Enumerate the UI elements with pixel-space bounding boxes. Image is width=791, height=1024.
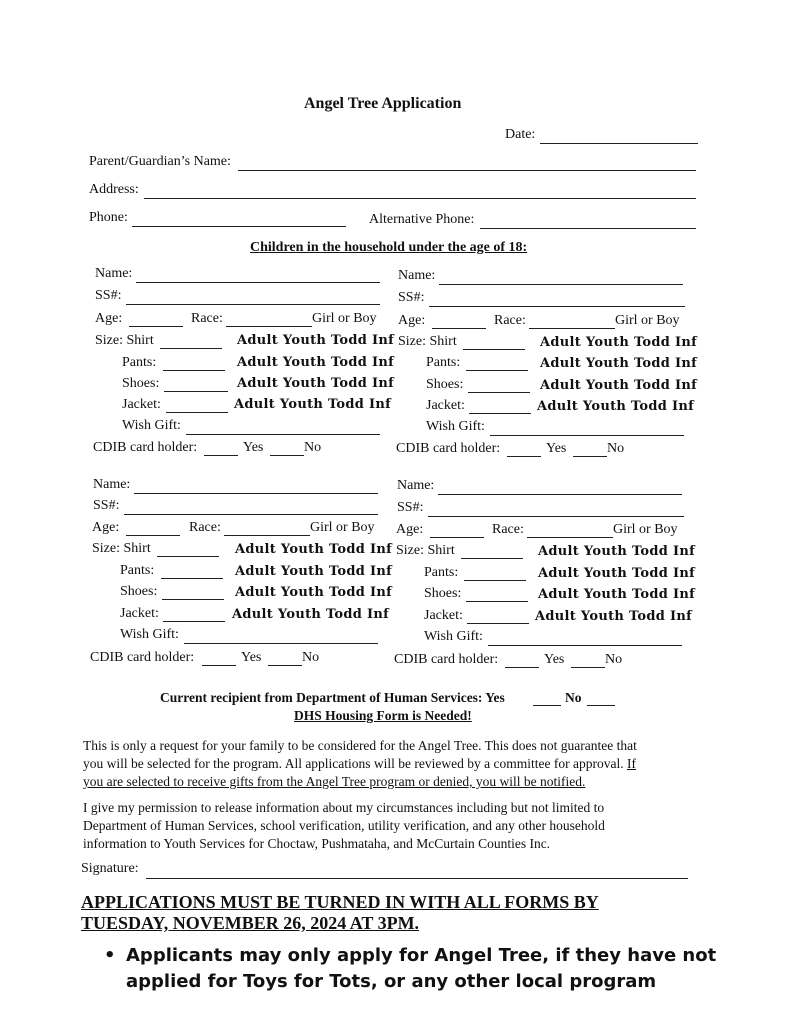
permission-line-1: I give my permission to release information about my circumstances including but not limited to <box>83 800 605 815</box>
child-age-label: Age: <box>95 311 123 326</box>
phone-field[interactable] <box>132 226 346 227</box>
wish-gift-field[interactable] <box>186 434 380 435</box>
cdib-yes-field[interactable] <box>507 456 541 457</box>
shirt-size-label: Size: Shirt <box>95 333 154 348</box>
shirt-size-options: Adult Youth Todd Inf <box>235 542 393 557</box>
child-age-field[interactable] <box>126 535 180 536</box>
deadline-line-2: TUESDAY, NOVEMBER 26, 2024 AT 3PM. <box>81 913 420 933</box>
child-name-field[interactable] <box>438 494 682 495</box>
child-ss-label: SS#: <box>398 290 425 305</box>
cdib-label: CDIB card holder: <box>394 652 499 667</box>
child-gender-label: Girl or Boy <box>615 313 680 328</box>
pants-size-options: Adult Youth Todd Inf <box>538 566 696 581</box>
child-ss-label: SS#: <box>95 288 122 303</box>
shirt-size-label: Size: Shirt <box>92 541 151 556</box>
pants-size-label: Pants: <box>120 563 155 578</box>
child-ss-label: SS#: <box>397 500 424 515</box>
bullet-line-2: applied for Toys for Tots, or any other local program <box>126 971 657 992</box>
shoes-size-options: Adult Youth Todd Inf <box>237 376 395 391</box>
cdib-no-field[interactable] <box>571 667 605 668</box>
disclaimer-line-1: This is only a request for your family to be considered for the Angel Tree. This does not guarantee that <box>83 738 637 753</box>
child-age-field[interactable] <box>129 326 183 327</box>
child-age-field[interactable] <box>430 537 484 538</box>
cdib-no-label: No <box>605 652 623 667</box>
disclaimer-line-3: you are selected to receive gifts from the Angel Tree program or denied, you will be notified. <box>83 774 586 789</box>
wish-gift-label: Wish Gift: <box>424 629 483 644</box>
shoes-size-label: Shoes: <box>120 584 158 599</box>
shirt-size-field[interactable] <box>157 556 219 557</box>
jacket-size-options: Adult Youth Todd Inf <box>535 609 693 624</box>
parent-name-label: Parent/Guardian’s Name: <box>89 154 231 169</box>
child-name-field[interactable] <box>136 282 380 283</box>
shoes-size-label: Shoes: <box>426 377 464 392</box>
shoes-size-options: Adult Youth Todd Inf <box>235 585 393 600</box>
cdib-label: CDIB card holder: <box>93 440 198 455</box>
child-name-label: Name: <box>95 266 133 281</box>
pants-size-field[interactable] <box>464 580 526 581</box>
cdib-no-label: No <box>304 440 322 455</box>
child-ss-label: SS#: <box>93 498 120 513</box>
disclaimer-line-2 <box>83 755 637 773</box>
shirt-size-field[interactable] <box>463 349 525 350</box>
alt-phone-field[interactable] <box>480 228 696 229</box>
cdib-yes-field[interactable] <box>204 455 238 456</box>
cdib-yes-label: Yes <box>241 650 262 665</box>
date-field[interactable] <box>540 143 698 144</box>
phone-label: Phone: <box>89 210 128 225</box>
cdib-yes-label: Yes <box>544 652 565 667</box>
child-age-label: Age: <box>396 522 424 537</box>
child-race-label: Race: <box>492 522 524 537</box>
dhs-housing-note: DHS Housing Form is Needed! <box>294 708 472 723</box>
child-gender-label: Girl or Boy <box>310 520 375 535</box>
pants-size-field[interactable] <box>163 370 225 371</box>
shoes-size-field[interactable] <box>162 599 224 600</box>
jacket-size-field[interactable] <box>166 412 228 413</box>
dhs-no-label: No <box>565 690 582 705</box>
dhs-question: Current recipient from Department of Human Services: Yes <box>160 690 505 705</box>
address-field[interactable] <box>144 198 696 199</box>
shoes-size-options: Adult Youth Todd Inf <box>540 378 698 393</box>
child-ss-field[interactable] <box>429 306 685 307</box>
jacket-size-field[interactable] <box>467 623 529 624</box>
shoes-size-label: Shoes: <box>122 376 160 391</box>
cdib-yes-label: Yes <box>546 441 567 456</box>
child-name-label: Name: <box>397 478 435 493</box>
page-title: Angel Tree Application <box>304 95 462 112</box>
jacket-size-label: Jacket: <box>122 397 161 412</box>
parent-name-field[interactable] <box>238 170 696 171</box>
child-ss-field[interactable] <box>428 516 684 517</box>
child-race-field[interactable] <box>226 326 312 327</box>
child-gender-label: Girl or Boy <box>312 311 377 326</box>
wish-gift-label: Wish Gift: <box>120 627 179 642</box>
cdib-no-label: No <box>607 441 625 456</box>
cdib-yes-label: Yes <box>243 440 264 455</box>
child-name-label: Name: <box>398 268 436 283</box>
jacket-size-label: Jacket: <box>120 606 159 621</box>
cdib-label: CDIB card holder: <box>90 650 195 665</box>
child-race-label: Race: <box>191 311 223 326</box>
child-gender-label: Girl or Boy <box>613 522 678 537</box>
disclaimer-paragraph <box>83 737 637 791</box>
alt-phone-label: Alternative Phone: <box>369 212 475 227</box>
jacket-size-field[interactable] <box>469 413 531 414</box>
jacket-size-options: Adult Youth Todd Inf <box>232 607 390 622</box>
child-age-field[interactable] <box>432 328 486 329</box>
pants-size-label: Pants: <box>122 355 157 370</box>
pants-size-label: Pants: <box>424 565 459 580</box>
child-age-label: Age: <box>92 520 120 535</box>
jacket-size-options: Adult Youth Todd Inf <box>234 397 392 412</box>
child-age-label: Age: <box>398 313 426 328</box>
permission-line-3: information to Youth Services for Choctaw, Pushmataha, and McCurtain Counties Inc. <box>83 836 551 851</box>
deadline-line-1: APPLICATIONS MUST BE TURNED IN WITH ALL FORMS BY <box>81 892 599 912</box>
permission-paragraph <box>83 799 605 853</box>
child-ss-field[interactable] <box>124 514 378 515</box>
shoes-size-options: Adult Youth Todd Inf <box>538 587 696 602</box>
pants-size-field[interactable] <box>161 578 223 579</box>
wish-gift-field[interactable] <box>488 645 682 646</box>
signature-label: Signature: <box>81 861 139 876</box>
address-label: Address: <box>89 182 139 197</box>
jacket-size-label: Jacket: <box>426 398 465 413</box>
dhs-no-field[interactable] <box>587 705 615 706</box>
cdib-yes-field[interactable] <box>202 665 236 666</box>
child-name-field[interactable] <box>134 493 378 494</box>
pants-size-label: Pants: <box>426 355 461 370</box>
pants-size-options: Adult Youth Todd Inf <box>237 355 395 370</box>
shirt-size-options: Adult Youth Todd Inf <box>237 333 395 348</box>
child-ss-field[interactable] <box>126 304 380 305</box>
jacket-size-field[interactable] <box>163 621 225 622</box>
shoes-size-field[interactable] <box>466 601 528 602</box>
pants-size-options: Adult Youth Todd Inf <box>540 356 698 371</box>
shirt-size-label: Size: Shirt <box>398 334 457 349</box>
child-race-field[interactable] <box>527 537 613 538</box>
bullet-icon: • <box>104 945 116 966</box>
jacket-size-options: Adult Youth Todd Inf <box>537 399 695 414</box>
shirt-size-field[interactable] <box>461 558 523 559</box>
shirt-size-field[interactable] <box>160 348 222 349</box>
child-race-field[interactable] <box>224 535 310 536</box>
child-name-field[interactable] <box>439 284 683 285</box>
child-name-label: Name: <box>93 477 131 492</box>
pants-size-field[interactable] <box>466 370 528 371</box>
bullet-line-1: Applicants may only apply for Angel Tree, if they have not <box>126 945 717 966</box>
wish-gift-field[interactable] <box>184 643 378 644</box>
shoes-size-field[interactable] <box>468 392 530 393</box>
disclaimer-line-2-underlined: If <box>626 756 636 771</box>
cdib-no-field[interactable] <box>573 456 607 457</box>
cdib-label: CDIB card holder: <box>396 441 501 456</box>
shirt-size-options: Adult Youth Todd Inf <box>538 544 696 559</box>
wish-gift-field[interactable] <box>490 435 684 436</box>
shirt-size-label: Size: Shirt <box>396 543 455 558</box>
child-race-label: Race: <box>189 520 221 535</box>
cdib-no-field[interactable] <box>270 455 304 456</box>
cdib-no-field[interactable] <box>268 665 302 666</box>
cdib-no-label: No <box>302 650 320 665</box>
shoes-size-field[interactable] <box>164 391 228 392</box>
shoes-size-label: Shoes: <box>424 586 462 601</box>
child-race-label: Race: <box>494 313 526 328</box>
children-heading: Children in the household under the age of 18: <box>250 240 528 255</box>
permission-line-2: Department of Human Services, school verification, utility verification, and any other household <box>83 818 605 833</box>
disclaimer-line-2-text: you will be selected for the program. All applications will be reviewed by a committee for approval. <box>83 756 624 771</box>
pants-size-options: Adult Youth Todd Inf <box>235 564 393 579</box>
dhs-yes-field[interactable] <box>533 705 561 706</box>
cdib-yes-field[interactable] <box>505 667 539 668</box>
date-label: Date: <box>505 127 536 142</box>
signature-field[interactable] <box>146 878 688 879</box>
shirt-size-options: Adult Youth Todd Inf <box>540 335 698 350</box>
wish-gift-label: Wish Gift: <box>122 418 181 433</box>
jacket-size-label: Jacket: <box>424 608 463 623</box>
child-race-field[interactable] <box>529 328 615 329</box>
wish-gift-label: Wish Gift: <box>426 419 485 434</box>
